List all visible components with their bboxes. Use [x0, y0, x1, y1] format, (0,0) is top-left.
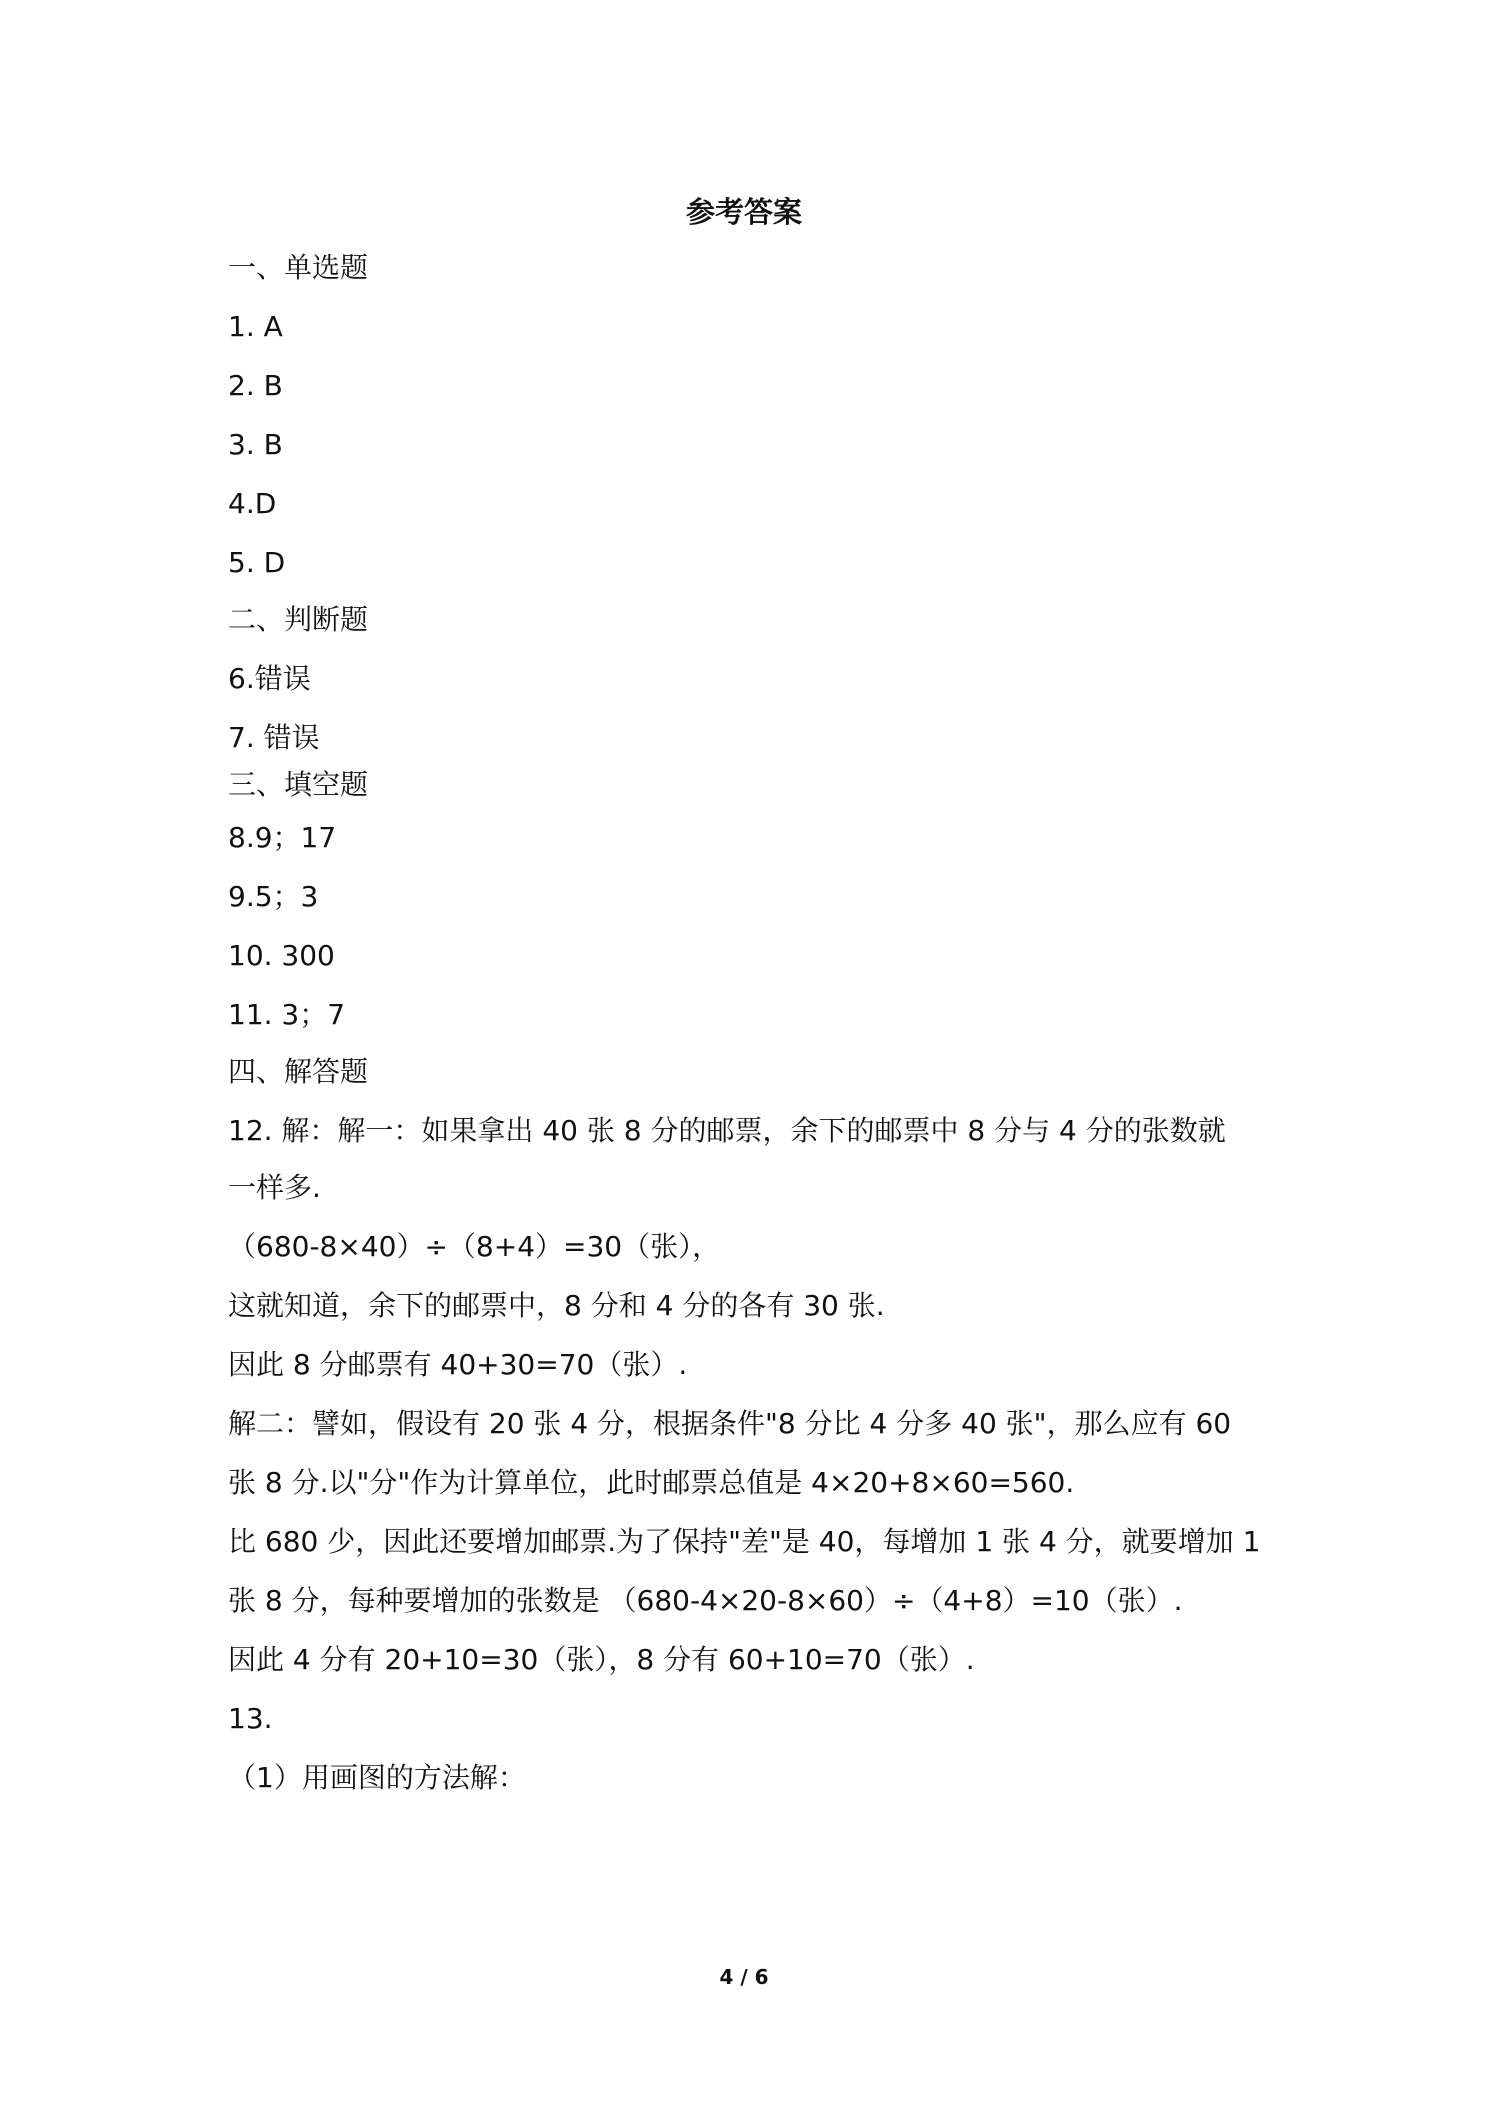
page-number: 4 / 6: [719, 1965, 769, 1989]
q12-line-9: 张 8 分，每种要增加的张数是 （680-4×20-8×60）÷（4+8）=10（张）.: [228, 1584, 1183, 1617]
q12-line-4: 这就知道，余下的邮票中，8 分和 4 分的各有 30 张.: [228, 1289, 885, 1322]
answer-6: 6.错误: [228, 662, 311, 695]
q12-line-5: 因此 8 分邮票有 40+30=70（张）.: [228, 1348, 688, 1381]
q13-number: 13.: [228, 1702, 273, 1735]
answer-8: 8.9；17: [228, 821, 337, 854]
q12-line-10: 因此 4 分有 20+10=30（张），8 分有 60+10=70（张）.: [228, 1643, 975, 1676]
q12-line-7: 张 8 分.以"分"作为计算单位，此时邮票总值是 4×20+8×60=560.: [228, 1466, 1075, 1499]
q13-part-1: （1）用画图的方法解：: [228, 1761, 526, 1794]
q12-line-8: 比 680 少，因此还要增加邮票.为了保持"差"是 40，每增加 1 张 4 分，就要增加 1: [228, 1525, 1261, 1558]
section-heading-solutions: 四、解答题: [228, 1055, 369, 1088]
answer-3: 3. B: [228, 428, 283, 461]
section-heading-single-choice: 一、单选题: [228, 251, 369, 284]
q12-line-3: （680-8×40）÷（8+4）=30（张），: [228, 1230, 721, 1263]
answer-9: 9.5；3: [228, 880, 319, 913]
q12-line-1: 12. 解：解一：如果拿出 40 张 8 分的邮票，余下的邮票中 8 分与 4 分的张数就: [228, 1114, 1226, 1147]
q12-line-6: 解二：譬如，假设有 20 张 4 分，根据条件"8 分比 4 分多 40 张"，那么应有 60: [228, 1407, 1232, 1440]
answer-11: 11. 3；7: [228, 998, 346, 1031]
section-heading-true-false: 二、判断题: [228, 603, 369, 636]
section-heading-fill-blank: 三、填空题: [228, 768, 369, 801]
answer-4: 4.D: [228, 487, 277, 520]
q12-line-2: 一样多.: [228, 1171, 321, 1204]
answer-2: 2. B: [228, 369, 283, 402]
answer-7: 7. 错误: [228, 721, 320, 754]
answer-5: 5. D: [228, 546, 286, 579]
page-title: 参考答案: [685, 195, 802, 229]
answer-1: 1. A: [228, 310, 283, 343]
answer-10: 10. 300: [228, 939, 335, 972]
